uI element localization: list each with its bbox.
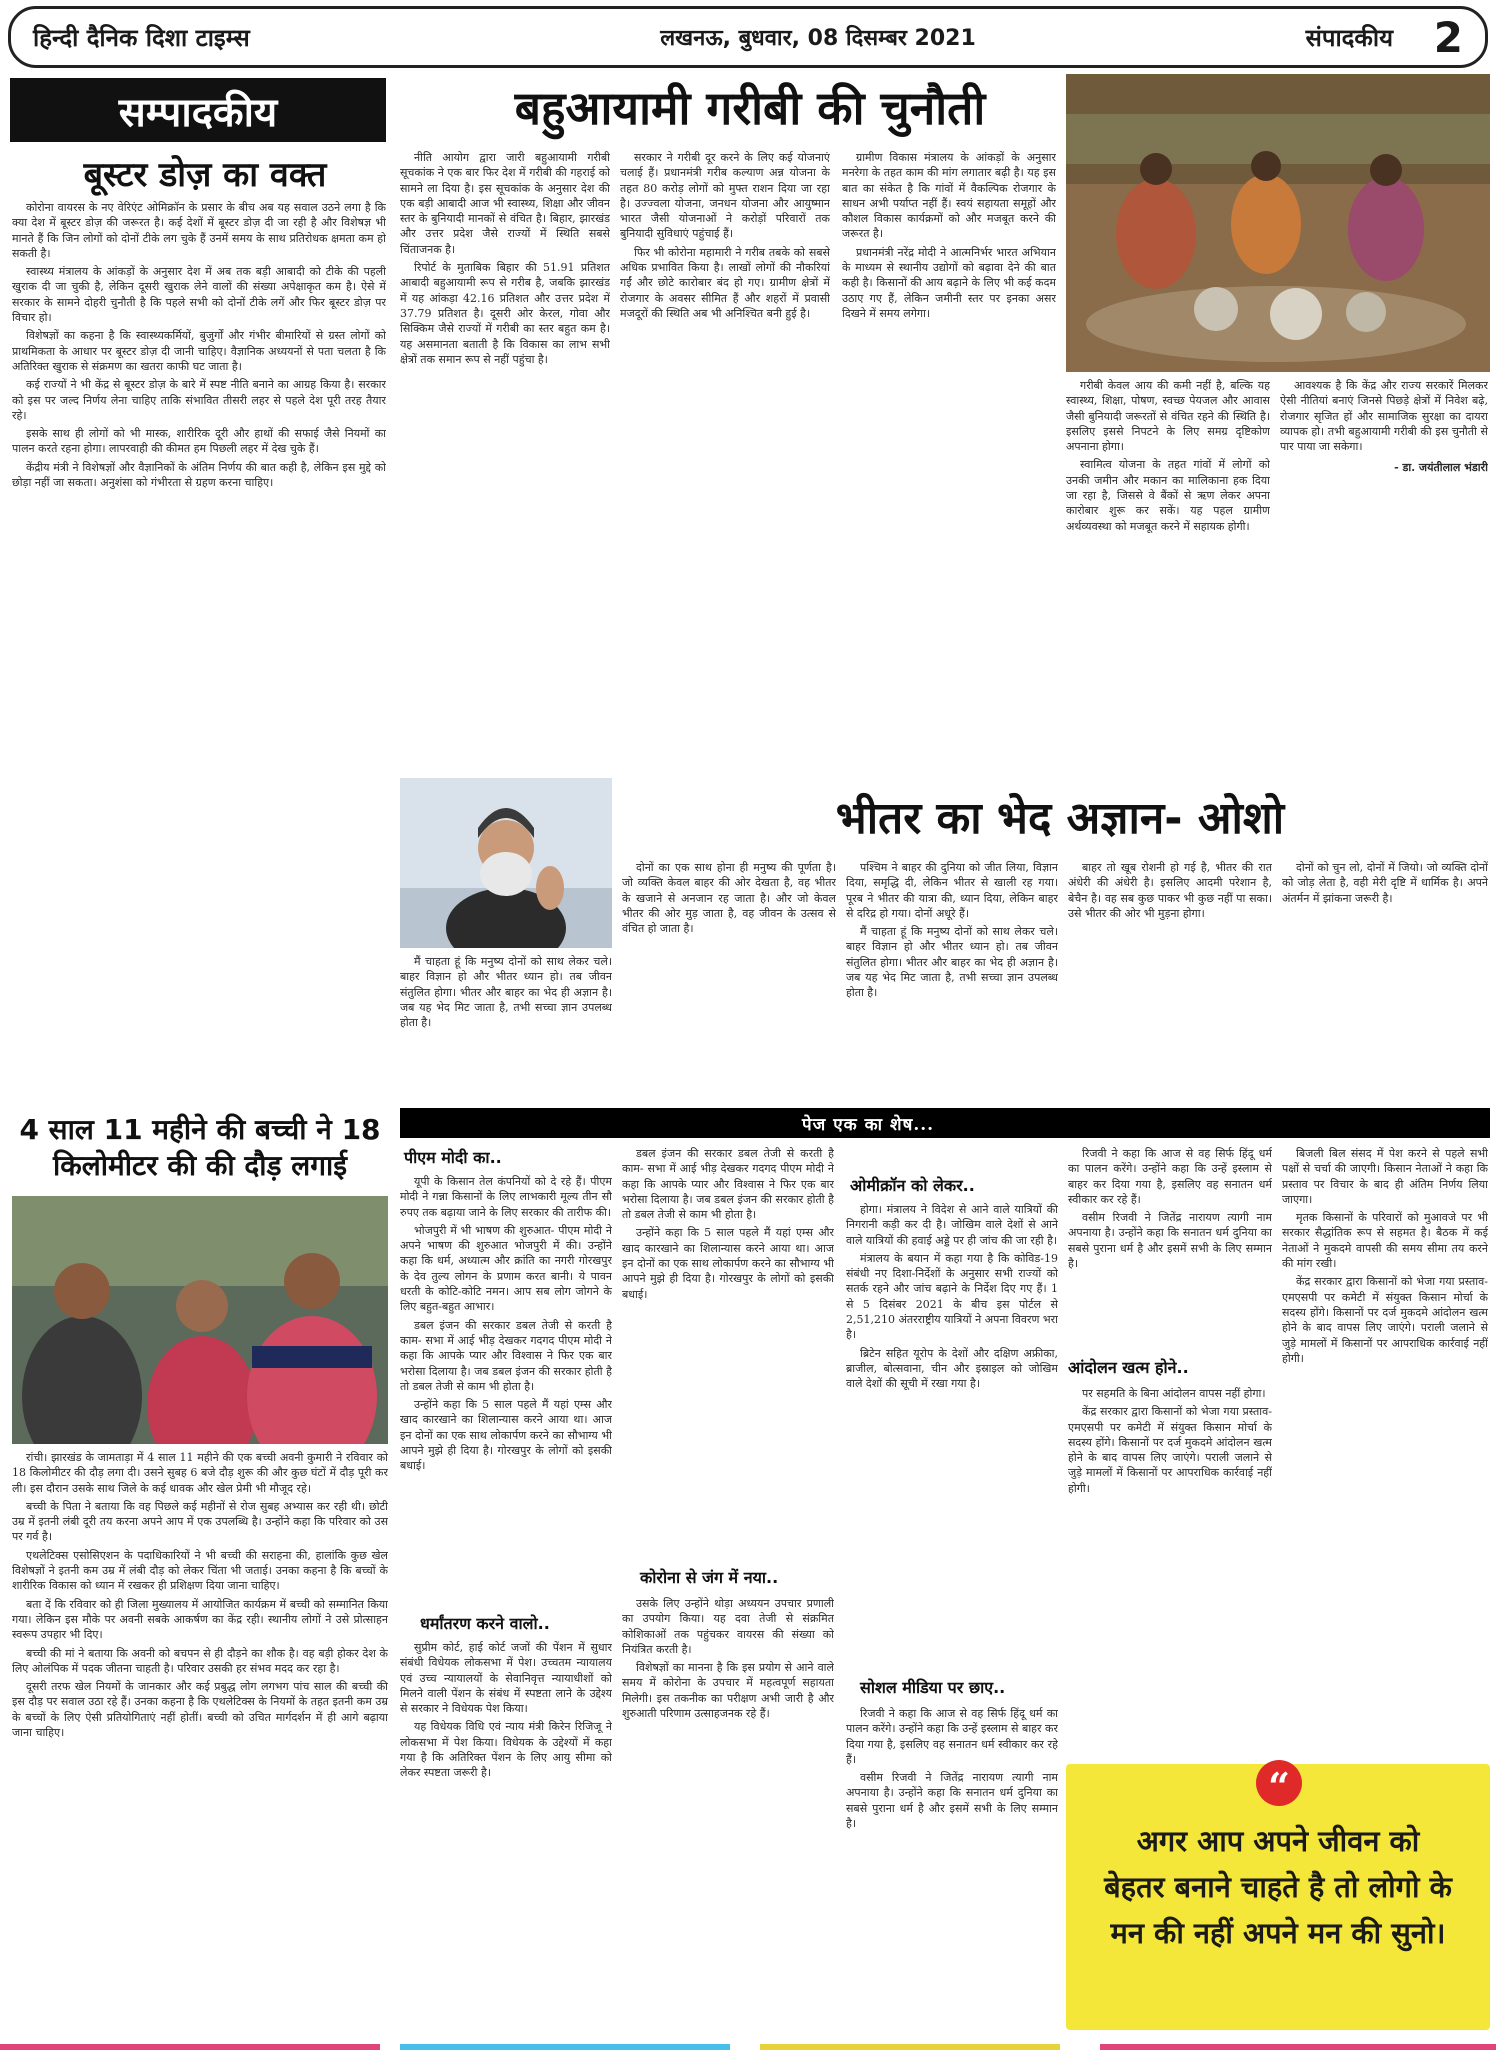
paragraph: ब्रिटेन सहित यूरोप के देशों और दक्षिण अफ्रीका, ब्राजील, बोत्सवाना, चीन और इस्राइल को जोखिम वाले देशों की सूची में रखा गया है। (846, 1346, 1058, 1391)
paragraph: वसीम रिजवी ने जितेंद्र नारायण त्यागी नाम अपनाया है। उन्होंने कहा कि सनातन धर्म दुनिया का सबसे पुराना धर्म है और इसमें सभी के लिए सम्मान है। (1068, 1211, 1272, 1271)
paper-name: हिन्दी दैनिक दिशा टाइम्स (33, 23, 250, 52)
main-story-col-5 (1280, 378, 1488, 778)
main-story-col-2 (620, 150, 830, 790)
continuation-body-corona (622, 1596, 834, 2036)
paragraph: रिजवी ने कहा कि आज से वह सिर्फ हिंदू धर्म का पालन करेंगे। उन्होंने कहा कि उन्हें इस्लाम से बाहर कर दिया गया है, इसलिए वह सनातन धर्म स्वीकार कर रहे हैं। (846, 1707, 1058, 1766)
girl-runner-photo (12, 1196, 388, 1444)
paragraph: कोरोना वायरस के नए वेरिएंट ओमिक्रॉन के प्रसार के बीच अब यह सवाल उठने लगा है कि क्या देश में बूस्टर डोज़ की जरूरत है। कई देशों में बूस्टर डोज़ दी जा रही है और विशेषज्ञ भी मानते हैं कि जिन लोगों को दोनों टीके लग चुके हैं उनमें समय के साथ प्रतिरोधक क्षमता कम हो सकती है। (12, 201, 386, 260)
continuation-title-pm-modi: पीएम मोदी का.. (404, 1148, 502, 1167)
paragraph: बाहर तो खूब रोशनी हो गई है, भीतर की रात अंधेरी की अंधेरी है। इसलिए आदमी परेशान है, बेचैन है। वह सब कुछ पाकर भी कुछ नहीं पा सका। उसे भीतर की ओर भी मुड़ना होगा। (1068, 861, 1272, 920)
paragraph: यह विधेयक विधि एवं न्याय मंत्री किरेन रिजिजू ने लोकसभा में पेश किया। विधेयक के उद्देश्यों में कहा गया है कि अतिरिक्त पेंशन के लिए आयु सीमा को लेकर स्पष्टता जरूरी है। (400, 1720, 612, 1780)
continuation-body-andolan (1068, 1386, 1272, 1756)
footer-color-bar (400, 2044, 730, 2050)
paragraph: मंत्रालय के बयान में कहा गया है कि कोविड-19 संबंधी नए दिशा-निर्देशों के अनुसार सभी राज्यों को सतर्क रहने और जांच बढ़ाने के निर्देश दिए गए हैं। 1 से 5 दिसंबर 2021 के बीच इस पोर्टल से 2,51,210 अंतरराष्ट्रीय यात्रियों ने अपना विवरण भरा है। (846, 1251, 1058, 1342)
paragraph: गरीबी केवल आय की कमी नहीं है, बल्कि यह स्वास्थ्य, शिक्षा, पोषण, स्वच्छ पेयजल और आवास जैसी बुनियादी जरूरतों से वंचित रहने की स्थिति है। इसलिए इससे निपटने के लिए समग्र दृष्टिकोण अपनाना होगा। (1066, 379, 1270, 454)
paragraph: डबल इंजन की सरकार डबल तेजी से करती है काम- सभा में आई भीड़ देखकर गदगद पीएम मोदी ने कहा कि आपके प्यार और विश्वास ने फिर एक बार भरोसा दिलाया है। जब डबल इंजन की सरकार होती है तो डबल तेजी से काम भी होता है। (400, 1318, 612, 1393)
masthead (8, 6, 1488, 68)
paragraph: स्वास्थ्य मंत्रालय के आंकड़ों के अनुसार देश में अब तक बड़ी आबादी को टीके की पहली खुराक दी जा चुकी है, लेकिन दूसरी खुराक लेने वालों की संख्या अपेक्षाकृत कम है। ऐसे में सरकार के सामने दोहरी चुनौती है कि पहले सभी को दोनों टीके लगें और फिर बूस्टर डोज़ पर विचार हो। (12, 265, 386, 325)
continuation-title-social-media: सोशल मीडिया पर छाए.. (860, 1678, 1006, 1697)
paragraph: डबल इंजन की सरकार डबल तेजी से करती है काम- सभा में आई भीड़ देखकर गदगद पीएम मोदी ने कहा कि आपके प्यार और विश्वास ने फिर एक बार भरोसा दिलाया है। जब डबल इंजन की सरकार होती है तो डबल तेजी से काम भी होता है। (622, 1147, 834, 1222)
paragraph: केंद्र सरकार द्वारा किसानों को भेजा गया प्रस्ताव- एमएसपी पर कमेटी में संयुक्त किसान मोर्चा के सदस्य होंगे। किसानों पर दर्ज मुकदमे आंदोलन खत्म होने के बाद वापस लिए जाएंगे। पराली जलाने से जुड़े मामलों में किसानों पर आपराधिक कार्रवाई नहीं होगी। (1282, 1275, 1488, 1365)
paragraph: मैं चाहता हूं कि मनुष्य दोनों को साथ लेकर चले। बाहर विज्ञान हो और भीतर ध्यान हो। तब जीवन संतुलित होगा। भीतर और बाहर का भेद ही अज्ञान है। जब यह भेद मिट जाता है, तभी सच्चा ज्ञान उपलब्ध होता है। (400, 955, 612, 1030)
girl-story-body (12, 1450, 388, 2036)
continuation-body-pm-modi-cont (622, 1146, 834, 1562)
paragraph: केंद्र सरकार द्वारा किसानों को भेजा गया प्रस्ताव- एमएसपी पर कमेटी में संयुक्त किसान मोर्चा के सदस्य होंगे। किसानों पर दर्ज मुकदमे आंदोलन खत्म होने के बाद वापस लिए जाएंगे। पराली जलाने से जुड़े मामलों में किसानों पर आपराधिक कार्रवाई नहीं होगी। (1068, 1405, 1272, 1495)
editorial-title: बूस्टर डोज़ का वक्त (83, 155, 327, 195)
paragraph: भोजपुरी में भी भाषण की शुरुआत- पीएम मोदी ने अपने भाषण की शुरुआत भोजपुरी में की। उन्होंने कहा कि धर्म, अध्यात्म और क्रांति का नगरी गोरखपुर के देव तुल्य लोगन के प्रणाम करत बानी। ये पावन धरती के कोटि-कोटि नमन। आप सब लोग जोगने के लिए बहुत-बहुत आभार। (400, 1223, 612, 1314)
paragraph: केंद्रीय मंत्री ने विशेषज्ञों और वैज्ञानिकों के अंतिम निर्णय की बात कही है, लेकिन इस मुद्दे को छोड़ा नहीं जा सकता। अनुशंसा को गंभीरता से ग्रहण करना चाहिए। (12, 460, 386, 490)
osho-story-col-2 (846, 860, 1058, 1100)
paragraph: मैं चाहता हूं कि मनुष्य दोनों को साथ लेकर चले। बाहर विज्ञान हो और भीतर ध्यान हो। तब जीवन संतुलित होगा। भीतर और बाहर का भेद ही अज्ञान है। जब यह भेद मिट जाता है, तभी सच्चा ज्ञान उपलब्ध होता है। (846, 925, 1058, 1000)
paragraph: उसके लिए उन्होंने थोड़ा अध्ययन उपचार प्रणाली का उपयोग किया। यह दवा तेजी से संक्रमित कोशिकाओं तक पहुंचकर वायरस की संख्या को नियंत्रित करती है। (622, 1597, 834, 1656)
paragraph: यूपी के किसान तेल कंपनियों को दे रहे हैं। पीएम मोदी ने गन्ना किसानों के लिए लाभकारी मूल्य तीन सौ रुपए तक बढ़ाया जाने के लिए सरकार की तारीफ की। (400, 1175, 612, 1219)
continuation-body-omicron (846, 1202, 1058, 1662)
quote-mark-icon: “ (1256, 1760, 1302, 1806)
paragraph: उन्होंने कहा कि 5 साल पहले मैं यहां एम्स और खाद कारखाने का शिलान्यास करने आया था। आज इन दोनों का एक साथ लोकार्पण करने का सौभाग्य भी आपने मुझे ही दिया है। गोरखपुर के लोगों को इसकी बधाई। (400, 1398, 612, 1473)
paragraph: विशेषज्ञों का कहना है कि स्वास्थ्यकर्मियों, बुजुर्गों और गंभीर बीमारियों से ग्रस्त लोगों को प्राथमिकता के आधार पर बूस्टर डोज़ दी जानी चाहिए। वैज्ञानिक अध्ययनों से पता चलता है कि अतिरिक्त खुराक से संक्रमण का खतरा काफी घट जाता है। (12, 329, 386, 373)
girl-story-title: 4 साल 11 महीने की बच्ची ने 18 किलोमीटर की की दौड़ लगाई (19, 1113, 381, 1182)
paragraph: रिपोर्ट के मुताबिक बिहार की 51.91 प्रतिशत आबादी बहुआयामी रूप से गरीब है, जबकि झारखंड में यह आंकड़ा 42.16 प्रतिशत और उत्तर प्रदेश में 37.79 प्रतिशत है। दूसरी ओर केरल, गोवा और सिक्किम जैसे राज्यों में गरीबी का स्तर बहुत कम है। यह असमानता बताती है कि विकास का लाभ सभी क्षेत्रों तक समान रूप से नहीं पहुंचा है। (400, 261, 610, 366)
main-story-title: बहुआयामी गरीबी की चुनौती (514, 81, 986, 135)
osho-photo (400, 778, 612, 948)
quote-text: अगर आप अपने जीवन को बेहतर बनाने चाहते है तो लोगो के मन की नहीं अपने मन की सुनो। (1104, 1824, 1452, 1950)
continuation-title-andolan: आंदोलन खत्म होने.. (1068, 1358, 1189, 1377)
editorial-banner: सम्पादकीय (10, 78, 386, 142)
continuation-body-pm-modi (400, 1174, 612, 1592)
paragraph: स्वामित्व योजना के तहत गांवों में लोगों को उनकी जमीन और मकान का मालिकाना हक दिया जा रहा है, जिससे वे बैंकों से ऋण लेकर अपना कारोबार शुरू कर सकें। यह पहल ग्रामीण अर्थव्यवस्था को मजबूत करने में सहायक होगी। (1066, 458, 1270, 533)
continuation-body-andolan-cont (1282, 1146, 1488, 1756)
continuation-title-corona: कोरोना से जंग में नया.. (640, 1568, 779, 1587)
paragraph: फिर भी कोरोना महामारी ने गरीब तबके को सबसे अधिक प्रभावित किया है। लाखों लोगों की नौकरियां गईं और छोटे कारोबार बंद हो गए। ग्रामीण क्षेत्रों में रोजगार के अवसर सीमित हैं और शहरों में प्रवासी मजदूरों की स्थिति अब भी अनिश्चित बनी हुई है। (620, 245, 830, 320)
paragraph: दोनों का एक साथ होना ही मनुष्य की पूर्णता है। जो व्यक्ति केवल बाहर की ओर देखता है, वह भीतर के खजाने से अनजान रह जाता है। और जो केवल भीतर की ओर मुड़ जाता है, वह जीवन के उत्सव से वंचित हो जाता है। (622, 861, 836, 936)
footer-color-bar (1100, 2044, 1496, 2050)
main-story-col-1 (400, 150, 610, 790)
paragraph: रिजवी ने कहा कि आज से वह सिर्फ हिंदू धर्म का पालन करेंगे। उन्होंने कहा कि उन्हें इस्लाम से बाहर कर दिया गया है, इसलिए वह सनातन धर्म स्वीकार कर रहे हैं। (1068, 1147, 1272, 1206)
paragraph: एथलेटिक्स एसोसिएशन के पदाधिकारियों ने भी बच्ची की सराहना की, हालांकि कुछ खेल विशेषज्ञों ने इतनी कम उम्र में लंबी दौड़ को लेकर चिंता भी जताई। उनका कहना है कि बच्चों के शारीरिक विकास को ध्यान में रखकर ही प्रशिक्षण दिया जाना चाहिए। (12, 1548, 388, 1593)
paragraph: विशेषज्ञों का मानना है कि इस प्रयोग से आने वाले समय में कोरोना के उपचार में महत्वपूर्ण सहायता मिलेगी। इस तकनीक का परीक्षण अभी जारी है और शुरुआती परिणाम उत्साहजनक रहे हैं। (622, 1661, 834, 1721)
paragraph: दोनों को चुन लो, दोनों में जियो। जो व्यक्ति दोनों को जोड़ लेता है, वही मेरी दृष्टि में धार्मिक है। अपने अंतर्मन में झांकना जरूरी है। (1282, 861, 1488, 905)
paragraph: आवश्यक है कि केंद्र और राज्य सरकारें मिलकर ऐसी नीतियां बनाएं जिनसे पिछड़े क्षेत्रों में निवेश बढ़े, रोजगार सृजित हों और सामाजिक सुरक्षा का दायरा व्यापक हो। तभी बहुआयामी गरीबी की इस चुनौती से पार पाया जा सकेगा। (1280, 379, 1488, 454)
continuation-strip: पेज एक का शेष... (400, 1108, 1490, 1138)
continuation-title-omicron: ओमीक्रॉन को लेकर.. (850, 1176, 975, 1195)
paragraph: नीति आयोग द्वारा जारी बहुआयामी गरीबी सूचकांक ने एक बार फिर देश में गरीबी की गहराई को सामने ला दिया है। इस सूचकांक के अनुसार देश की एक बड़ी आबादी आज भी स्वास्थ्य, शिक्षा और जीवन स्तर के बुनियादी मानकों से वंचित है। बिहार, झारखंड और उत्तर प्रदेश जैसे राज्यों में स्थिति सबसे चिंताजनक है। (400, 151, 610, 256)
paragraph: बच्ची के पिता ने बताया कि वह पिछले कई महीनों से रोज सुबह अभ्यास कर रही थी। छोटी उम्र में इतनी लंबी दूरी तय करना अपने आप में एक उपलब्धि है। उन्होंने कहा कि परिवार को उस पर गर्व है। (12, 1499, 388, 1544)
paragraph: प्रधानमंत्री नरेंद्र मोदी ने आत्मनिर्भर भारत अभियान के माध्यम से स्थानीय उद्योगों को बढ़ावा देने की बात कही है। किसानों की आय बढ़ाने के लिए भी कई कदम उठाए गए हैं, लेकिन जमीनी स्तर पर इनका असर दिखने में समय लगेगा। (842, 245, 1056, 320)
paragraph: बता दें कि रविवार को ही जिला मुख्यालय में आयोजित कार्यक्रम में बच्ची को सम्मानित किया गया। लेकिन इस मौके पर अवनी सबके आकर्षण का केंद्र रही। स्थानीय लोगों ने उसे प्रोत्साहन स्वरूप उपहार भी दिए। (12, 1597, 388, 1642)
paragraph: इसके साथ ही लोगों को भी मास्क, शारीरिक दूरी और हाथों की सफाई जैसे नियमों का पालन करते रहना होगा। लापरवाही की कीमत हम पिछली लहर में देख चुके हैं। (12, 427, 386, 456)
continuation-body-dharmantaran (400, 1640, 612, 2036)
osho-story-col-3 (1068, 860, 1272, 1100)
paragraph: सरकार ने गरीबी दूर करने के लिए कई योजनाएं चलाई हैं। प्रधानमंत्री गरीब कल्याण अन्न योजना के तहत 80 करोड़ लोगों को मुफ्त राशन दिया जा रहा है। उज्ज्वला योजना, जनधन योजना और आयुष्मान भारत जैसी योजनाओं ने करोड़ों परिवारों तक बुनियादी सुविधाएं पहुंचाई हैं। (620, 151, 830, 241)
main-story-col-3 (842, 150, 1056, 790)
paragraph: उन्होंने कहा कि 5 साल पहले मैं यहां एम्स और खाद कारखाने का शिलान्यास करने आया था। आज इन दोनों का एक साथ लोकार्पण करने का सौभाग्य भी आपने मुझे ही दिया है। गोरखपुर के लोगों को इसकी बधाई। (622, 1226, 834, 1301)
paragraph: बच्ची की मां ने बताया कि अवनी को बचपन से ही दौड़ने का शौक है। वह बड़ी होकर देश के लिए ओलंपिक में पदक जीतना चाहती है। परिवार उसकी हर संभव मदद कर रहा है। (12, 1646, 388, 1675)
continuation-body-social-media-cont (1068, 1146, 1272, 1346)
editorial-body (12, 200, 386, 1070)
continuation-body-social-media (846, 1706, 1058, 2036)
footer-color-bar (0, 2044, 380, 2050)
continuation-title-dharmantaran: धर्मांतरण करने वालो.. (420, 1614, 550, 1633)
paragraph: ग्रामीण विकास मंत्रालय के आंकड़ों के अनुसार मनरेगा के तहत काम की मांग लगातार बढ़ी है। यह इस बात का संकेत है कि गांवों में वैकल्पिक रोजगार के साधन अभी पर्याप्त नहीं हैं। स्वयं सहायता समूहों और कौशल विकास कार्यक्रमों को और मजबूत करने की जरूरत है। (842, 151, 1056, 241)
paragraph: मृतक किसानों के परिवारों को मुआवजे पर भी सरकार सैद्धांतिक रूप से सहमत है। बैठक में कई नेताओं ने मुकदमे वापसी की समय सीमा तय करने की मांग रखी। (1282, 1211, 1488, 1271)
paragraph: दूसरी तरफ खेल नियमों के जानकार और कई प्रबुद्ध लोग लगभग पांच साल की बच्ची की इस दौड़ पर सवाल उठा रहे हैं। उनका कहना है कि एथलेटिक्स के नियमों के तहत इतनी कम उम्र के बच्चों के लिए ऐसी प्रतियोगिताएं नहीं होतीं। बच्ची को उचित मार्गदर्शन में ही आगे बढ़ाया जाना चाहिए। (12, 1680, 388, 1740)
paragraph: वसीम रिजवी ने जितेंद्र नारायण त्यागी नाम अपनाया है। उन्होंने कहा कि सनातन धर्म दुनिया का सबसे पुराना धर्म है और इसमें सभी के लिए सम्मान है। (846, 1771, 1058, 1831)
paragraph: बिजली बिल संसद में पेश करने से पहले सभी पक्षों से चर्चा की जाएगी। किसान नेताओं ने कहा कि प्रस्ताव पर विचार के बाद ही अंतिम निर्णय लिया जाएगा। (1282, 1147, 1488, 1206)
byline: - डा. जयंतीलाल भंडारी (1394, 461, 1488, 475)
osho-story-title: भीतर का भेद अज्ञान- ओशो (835, 793, 1285, 844)
poverty-photo (1066, 74, 1490, 372)
footer-color-bar (760, 2044, 1060, 2050)
paragraph: रांची। झारखंड के जामताड़ा में 4 साल 11 महीने की एक बच्ची अवनी कुमारी ने रविवार को 18 किलोमीटर की दौड़ लगा दी। उसने सुबह 6 बजे दौड़ शुरू की और कुछ घंटों में दौड़ पूरी कर ली। इस दौरान उसके साथ जिले के कई धावक और खेल प्रेमी भी मौजूद रहे। (12, 1451, 388, 1495)
paragraph: पर सहमति के बिना आंदोलन वापस नहीं होगा। (1082, 1387, 1266, 1400)
osho-caption-col (400, 954, 612, 1100)
osho-story-col-4 (1282, 860, 1488, 1100)
main-story-col-4 (1066, 378, 1270, 778)
osho-story-col-1 (622, 860, 836, 1100)
paragraph: पश्चिम ने बाहर की दुनिया को जीत लिया, विज्ञान दिया, समृद्धि दी, लेकिन भीतर से खाली रह गया। पूरब ने भीतर की यात्रा की, ध्यान दिया, लेकिन बाहर से दरिद्र हो गया। दोनों अधूरे हैं। (846, 861, 1058, 920)
issue-date: लखनऊ, बुधवार, 08 दिसम्बर 2021 (660, 26, 976, 51)
paragraph: सुप्रीम कोर्ट, हाई कोर्ट जजों की पेंशन में सुधार संबंधी विधेयक लोकसभा में पेश। उच्चतम न्यायालय एवं उच्च न्यायालयों के सेवानिवृत्त न्यायाधीशों को मिलने वाली पेंशन के संबंध में स्पष्टता लाने के उद्देश्य से सरकार ने विधेयक पेश किया। (400, 1641, 612, 1716)
paragraph: होगा। मंत्रालय ने विदेश से आने वाले यात्रियों की निगरानी कड़ी कर दी है। जोखिम वाले देशों से आने वाले यात्रियों की हवाई अड्डे पर ही जांच की जा रही है। (846, 1203, 1058, 1247)
paragraph: कई राज्यों ने भी केंद्र से बूस्टर डोज़ के बारे में स्पष्ट नीति बनाने का आग्रह किया है। सरकार को इस पर जल्द निर्णय लेना चाहिए ताकि संभावित तीसरी लहर से पहले देश पूरी तरह तैयार रहे। (12, 378, 386, 422)
quote-box (1066, 1764, 1490, 2030)
page-number: 2 (1433, 12, 1463, 62)
section-name: संपादकीय (1305, 23, 1393, 52)
